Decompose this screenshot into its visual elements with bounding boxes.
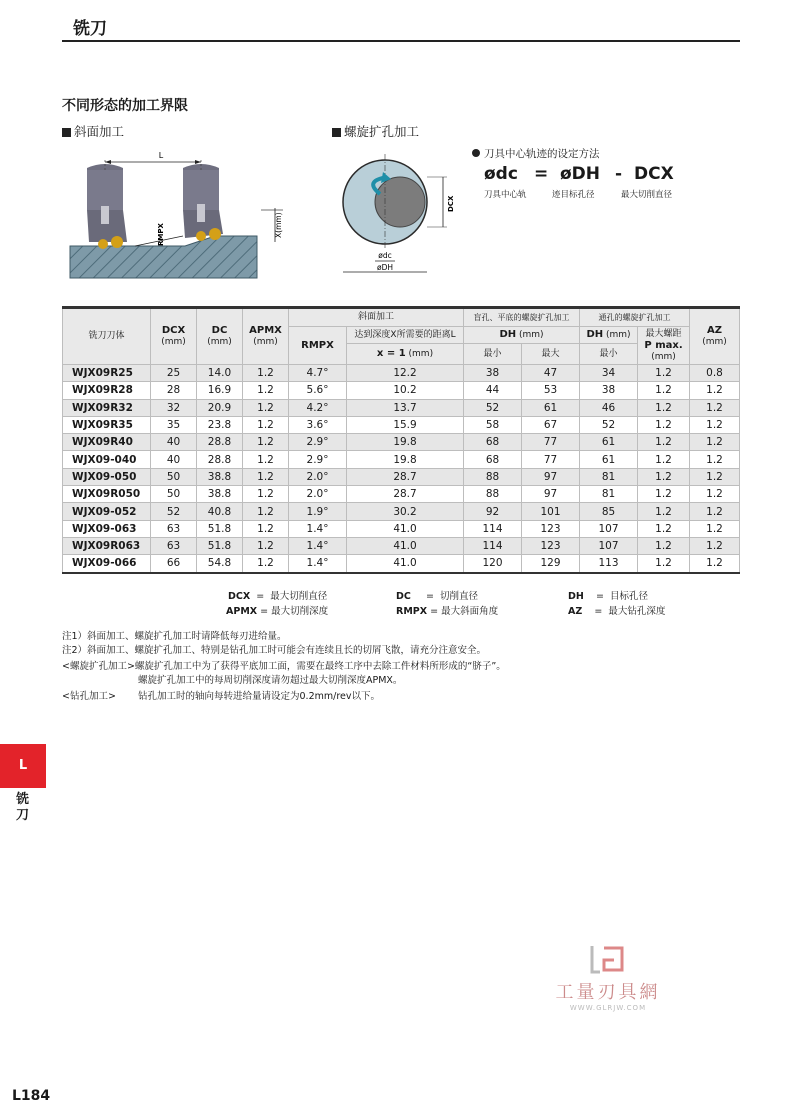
table-cell: 1.2	[243, 382, 289, 399]
section-title: 不同形态的加工界限	[62, 98, 188, 114]
spec-table	[62, 306, 740, 574]
subheading-ramping-label: 斜面加工	[74, 124, 125, 139]
model-cell: WJX09-066	[63, 555, 151, 573]
note-1: 注1）斜面加工、螺旋扩孔加工时请降低每刃进给量。	[62, 631, 287, 642]
table-cell: 54.8	[197, 555, 243, 573]
col-header-dh: DH (mm)	[464, 327, 580, 344]
table-cell: 129	[522, 555, 580, 573]
table-cell: 1.2	[690, 416, 740, 433]
table-cell: 58	[464, 416, 522, 433]
table-row	[63, 382, 740, 399]
table-cell: 1.2	[243, 555, 289, 573]
note-4: <钻孔加工> 钻孔加工时的轴向每转进给量请设定为0.2mm/rev以下。	[62, 691, 380, 702]
table-cell: 4.2°	[289, 399, 347, 416]
table-cell: 1.2	[690, 555, 740, 573]
table-cell: 28.8	[197, 434, 243, 451]
table-row	[63, 468, 740, 485]
col-header-x1: x = 1 (mm)	[347, 344, 464, 365]
table-cell: 120	[464, 555, 522, 573]
table-cell: 51.8	[197, 537, 243, 554]
table-cell: 61	[580, 434, 638, 451]
legend-rmpx: RMPX = 最大斜面角度	[396, 606, 499, 617]
table-cell: 3.6°	[289, 416, 347, 433]
table-cell: 92	[464, 503, 522, 520]
formula-minus: -	[615, 164, 623, 184]
table-cell: 4.7°	[289, 365, 347, 382]
table-cell: 46	[580, 399, 638, 416]
table-cell: 1.2	[638, 503, 690, 520]
col-header-dc: DC (mm)	[197, 308, 243, 365]
table-cell: 77	[522, 434, 580, 451]
table-cell: 107	[580, 537, 638, 554]
note-3b: 螺旋扩孔加工中的每周切削深度请勿超过最大切削深度APMX。	[138, 674, 403, 686]
col-header-body: 铣刀刀体	[63, 308, 151, 365]
table-cell: 1.2	[243, 434, 289, 451]
formula-cap-dc: 刀具中心轨	[484, 190, 527, 200]
subheading-helical	[332, 122, 419, 140]
table-cell: 34	[580, 365, 638, 382]
table-cell: 123	[522, 520, 580, 537]
table-cell: 52	[580, 416, 638, 433]
page-header-title: 铣刀	[73, 19, 107, 39]
table-cell: 41.0	[347, 555, 464, 573]
col-header-min2: 最小	[580, 344, 638, 365]
table-cell: 38	[580, 382, 638, 399]
table-cell: 1.2	[243, 503, 289, 520]
helical-dc-label: ødc	[378, 251, 392, 260]
formula-equation	[472, 164, 732, 188]
table-cell: 23.8	[197, 416, 243, 433]
square-bullet-icon	[62, 128, 71, 137]
formula-cap-dcx: 最大切削直径	[621, 190, 673, 200]
page-number: L184	[12, 1088, 51, 1104]
side-tab-label: 铣刀	[16, 792, 30, 823]
col-header-through: 通孔的螺旋扩孔加工	[580, 308, 690, 327]
table-cell: 28.7	[347, 486, 464, 503]
col-header-az: AZ (mm)	[690, 308, 740, 365]
table-cell: 97	[522, 486, 580, 503]
table-cell: 35	[151, 416, 197, 433]
table-cell: 41.0	[347, 520, 464, 537]
table-cell: 38.8	[197, 468, 243, 485]
table-cell: 1.2	[690, 434, 740, 451]
table-cell: 50	[151, 486, 197, 503]
model-cell: WJX09-050	[63, 468, 151, 485]
col-header-dh2: DH (mm)	[580, 327, 638, 344]
table-cell: 30.2	[347, 503, 464, 520]
side-tab-L[interactable]: L	[0, 744, 46, 788]
table-cell: 81	[580, 486, 638, 503]
table-cell: 1.4°	[289, 537, 347, 554]
model-cell: WJX09-040	[63, 451, 151, 468]
table-cell: 63	[151, 520, 197, 537]
legend-dcx: DCX = 最大切削直径	[228, 591, 328, 602]
table-cell: 2.0°	[289, 486, 347, 503]
formula-captions	[472, 188, 732, 200]
table-cell: 77	[522, 451, 580, 468]
note-2: 注2）斜面加工、螺旋扩孔加工、特别是钻孔加工时可能会有连续且长的切屑飞散，请充分注意安全。	[62, 644, 487, 656]
model-cell: WJX09R40	[63, 434, 151, 451]
col-header-rmpx: RMPX	[289, 327, 347, 365]
col-header-ramp-dist: 达到深度X所需要的距离L	[347, 327, 464, 344]
table-cell: 19.8	[347, 434, 464, 451]
table-cell: 28.8	[197, 451, 243, 468]
table-cell: 1.2	[243, 451, 289, 468]
table-cell: 0.8	[690, 365, 740, 382]
table-cell: 114	[464, 520, 522, 537]
table-cell: 1.2	[243, 520, 289, 537]
table-cell: 68	[464, 451, 522, 468]
table-cell: 1.2	[638, 434, 690, 451]
table-row	[63, 399, 740, 416]
table-cell: 28.7	[347, 468, 464, 485]
table-cell: 1.2	[243, 399, 289, 416]
model-cell: WJX09R063	[63, 537, 151, 554]
formula-dh: øDH	[560, 164, 601, 184]
table-cell: 1.4°	[289, 555, 347, 573]
table-cell: 47	[522, 365, 580, 382]
formula-dcx: DCX	[634, 164, 674, 184]
table-cell: 101	[522, 503, 580, 520]
table-cell: 1.2	[638, 451, 690, 468]
model-cell: WJX09R32	[63, 399, 151, 416]
table-cell: 32	[151, 399, 197, 416]
col-header-min: 最小	[464, 344, 522, 365]
formula-title-row	[472, 146, 732, 161]
table-cell: 2.9°	[289, 451, 347, 468]
table-row	[63, 365, 740, 382]
formula-cap-dh: 迹目标孔径	[552, 190, 595, 200]
watermark-logo-icon	[588, 944, 628, 974]
subheading-ramping	[62, 122, 124, 140]
note-3: <螺旋扩孔加工>螺旋扩孔加工中为了获得平底加工面，需要在最终工序中去除工件材料所形成的“脐子”。	[62, 661, 506, 672]
table-cell: 123	[522, 537, 580, 554]
legend-dh: DH = 目标孔径	[568, 591, 648, 602]
table-cell: 38.8	[197, 486, 243, 503]
legend-az: AZ = 最大钻孔深度	[568, 606, 666, 617]
model-cell: WJX09R25	[63, 365, 151, 382]
table-cell: 1.2	[638, 399, 690, 416]
table-cell: 1.2	[243, 537, 289, 554]
legend-apmx: APMX = 最大切削深度	[226, 606, 329, 617]
helical-illustration	[335, 150, 455, 280]
table-cell: 40.8	[197, 503, 243, 520]
table-cell: 1.2	[638, 486, 690, 503]
model-cell: WJX09R35	[63, 416, 151, 433]
table-cell: 1.2	[243, 365, 289, 382]
table-cell: 52	[151, 503, 197, 520]
table-cell: 13.7	[347, 399, 464, 416]
table-cell: 107	[580, 520, 638, 537]
table-cell: 40	[151, 451, 197, 468]
table-cell: 2.0°	[289, 468, 347, 485]
table-cell: 66	[151, 555, 197, 573]
legend-dc: DC = 切削直径	[396, 591, 478, 602]
subheading-helical-label: 螺旋扩孔加工	[344, 124, 420, 139]
table-row	[63, 555, 740, 573]
dim-L-label: L	[158, 151, 164, 160]
table-row	[63, 416, 740, 433]
table-cell: 63	[151, 537, 197, 554]
table-cell: 1.2	[690, 468, 740, 485]
table-cell: 1.2	[638, 382, 690, 399]
table-cell: 1.2	[243, 468, 289, 485]
col-header-ramp: 斜面加工	[289, 308, 464, 327]
table-cell: 1.2	[690, 537, 740, 554]
table-cell: 68	[464, 434, 522, 451]
table-cell: 81	[580, 468, 638, 485]
table-cell: 88	[464, 486, 522, 503]
table-cell: 1.4°	[289, 520, 347, 537]
table-cell: 67	[522, 416, 580, 433]
table-row	[63, 451, 740, 468]
watermark-name: 工量刃具網	[555, 982, 661, 1003]
table-cell: 1.2	[690, 382, 740, 399]
table-cell: 25	[151, 365, 197, 382]
table-cell: 97	[522, 468, 580, 485]
table-cell: 12.2	[347, 365, 464, 382]
formula-title: 刀具中心轨迹的设定方法	[484, 148, 600, 160]
col-header-dcx: DCX (mm)	[151, 308, 197, 365]
table-row	[63, 486, 740, 503]
table-cell: 1.2	[638, 537, 690, 554]
bullet-icon	[472, 149, 480, 157]
table-cell: 1.2	[690, 451, 740, 468]
notes	[62, 630, 742, 704]
table-row	[63, 503, 740, 520]
table-cell: 51.8	[197, 520, 243, 537]
formula-eq: =	[534, 164, 549, 184]
helical-dcx-label: DCX	[447, 195, 455, 212]
table-cell: 61	[580, 451, 638, 468]
table-cell: 61	[522, 399, 580, 416]
table-cell: 1.2	[638, 468, 690, 485]
table-cell: 10.2	[347, 382, 464, 399]
table-cell: 1.2	[690, 503, 740, 520]
table-row	[63, 537, 740, 554]
table-cell: 50	[151, 468, 197, 485]
table-cell: 88	[464, 468, 522, 485]
table-cell: 16.9	[197, 382, 243, 399]
model-cell: WJX09R050	[63, 486, 151, 503]
table-cell: 1.2	[690, 399, 740, 416]
table-cell: 20.9	[197, 399, 243, 416]
table-cell: 28	[151, 382, 197, 399]
watermark-url: WWW.GLRJW.COM	[569, 1004, 647, 1012]
table-cell: 1.2	[690, 520, 740, 537]
table-cell: 1.2	[638, 365, 690, 382]
table-cell: 2.9°	[289, 434, 347, 451]
table-cell: 1.2	[638, 416, 690, 433]
table-row	[63, 520, 740, 537]
table-cell: 1.9°	[289, 503, 347, 520]
col-header-pmax: 最大螺距 P max. (mm)	[638, 327, 690, 365]
table-cell: 85	[580, 503, 638, 520]
square-bullet-icon	[332, 128, 341, 137]
table-cell: 1.2	[243, 416, 289, 433]
formula-dc: ødc	[484, 164, 518, 184]
header-rule	[62, 40, 740, 42]
table-cell: 1.2	[638, 520, 690, 537]
watermark	[538, 944, 678, 1012]
table-cell: 1.2	[243, 486, 289, 503]
model-cell: WJX09-063	[63, 520, 151, 537]
table-cell: 113	[580, 555, 638, 573]
table-cell: 5.6°	[289, 382, 347, 399]
table-cell: 53	[522, 382, 580, 399]
col-header-max: 最大	[522, 344, 580, 365]
model-cell: WJX09R28	[63, 382, 151, 399]
table-row	[63, 434, 740, 451]
col-header-blind: 盲孔、平底的螺旋扩孔加工	[464, 308, 580, 327]
table-cell: 19.8	[347, 451, 464, 468]
x-mm-label: X(mm)	[274, 212, 283, 238]
table-cell: 44	[464, 382, 522, 399]
col-header-apmx: APMX (mm)	[243, 308, 289, 365]
table-cell: 114	[464, 537, 522, 554]
table-cell: 1.2	[690, 486, 740, 503]
model-cell: WJX09-052	[63, 503, 151, 520]
table-cell: 41.0	[347, 537, 464, 554]
table-cell: 38	[464, 365, 522, 382]
ramping-illustration	[65, 150, 290, 285]
table-cell: 1.2	[638, 555, 690, 573]
table-cell: 40	[151, 434, 197, 451]
rmpx-label: RMPX	[157, 223, 165, 246]
table-cell: 15.9	[347, 416, 464, 433]
center-path-formula	[472, 146, 732, 200]
table-cell: 14.0	[197, 365, 243, 382]
helical-dh-label: øDH	[376, 263, 394, 272]
table-cell: 52	[464, 399, 522, 416]
